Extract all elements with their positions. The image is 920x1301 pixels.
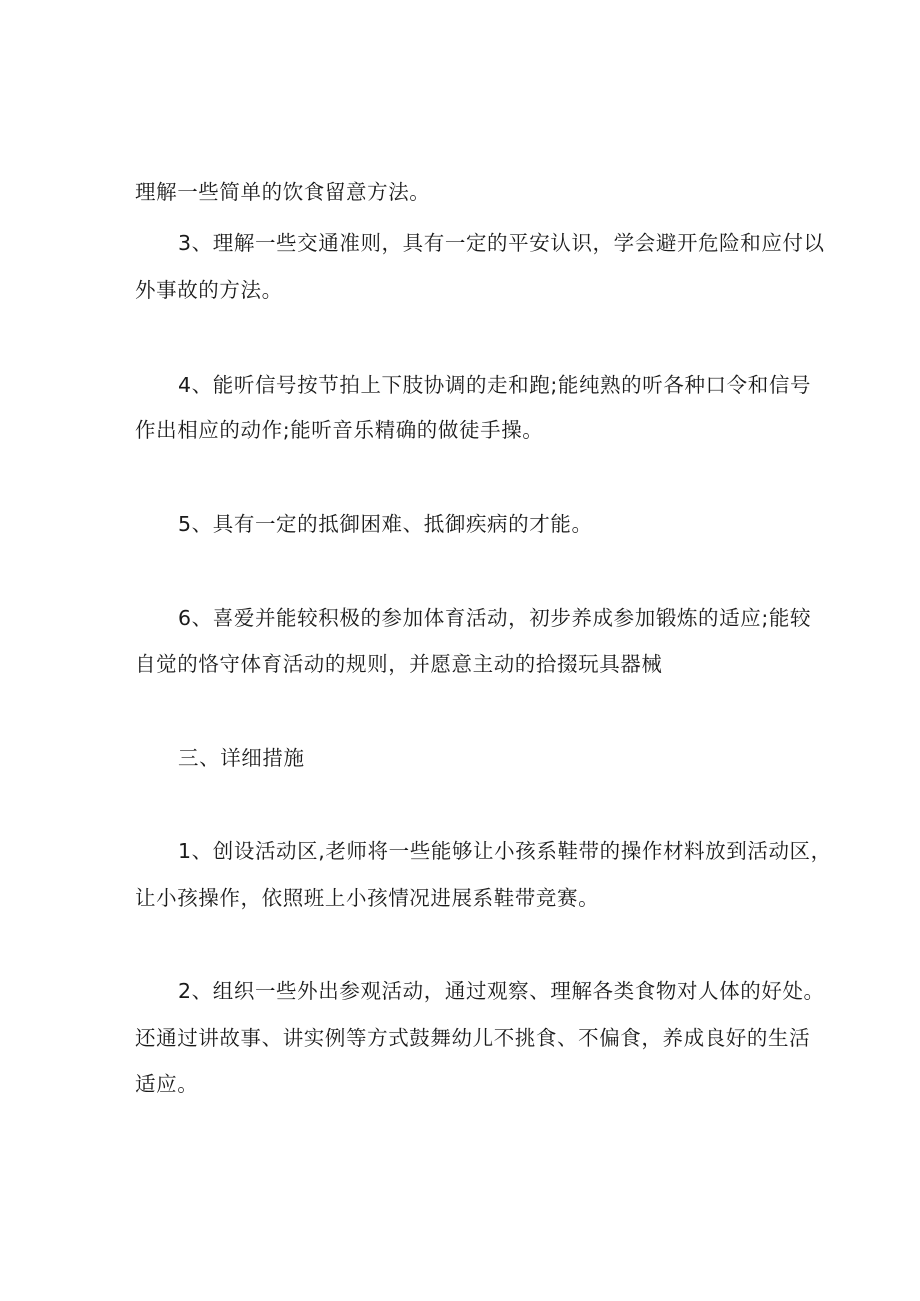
paragraph-item-6-line-2: 自觉的恪守体育活动的规则，并愿意主动的拾掇玩具器械	[135, 652, 663, 676]
paragraph-measure-1-line-2: 让小孩操作，依照班上小孩情况进展系鞋带竞赛。	[135, 886, 600, 910]
paragraph-measure-2-line-2: 还通过讲故事、讲实例等方式鼓舞幼儿不挑食、不偏食，养成良好的生活	[135, 1026, 811, 1050]
paragraph-measure-1-line-1: 1、创设活动区,老师将一些能够让小孩系鞋带的操作材料放到活动区，	[178, 839, 832, 863]
paragraph-item-4-line-1: 4、能听信号按节拍上下肢协调的走和跑;能纯熟的听各种口令和信号	[178, 373, 812, 397]
paragraph-item-5-line-1: 5、具有一定的抵御困难、抵御疾病的才能。	[178, 512, 593, 536]
paragraph-item-4-line-2: 作出相应的动作;能听音乐精确的做徒手操。	[135, 418, 544, 442]
paragraph-diet-method-line-1: 理解一些简单的饮食留意方法。	[135, 180, 431, 204]
paragraph-measure-2-line-1: 2、组织一些外出参观活动，通过观察、理解各类食物对人体的好处。	[178, 979, 825, 1003]
paragraph-item-6-line-1: 6、喜爱并能较积极的参加体育活动，初步养成参加锻炼的适应;能较	[178, 606, 812, 630]
section-heading-measures: 三、详细措施	[178, 746, 305, 770]
paragraph-measure-2-line-3: 适应。	[135, 1072, 199, 1096]
paragraph-item-3-line-2: 外事故的方法。	[135, 278, 283, 302]
paragraph-item-3-line-1: 3、理解一些交通准则，具有一定的平安认识，学会避开危险和应付以	[178, 231, 825, 255]
